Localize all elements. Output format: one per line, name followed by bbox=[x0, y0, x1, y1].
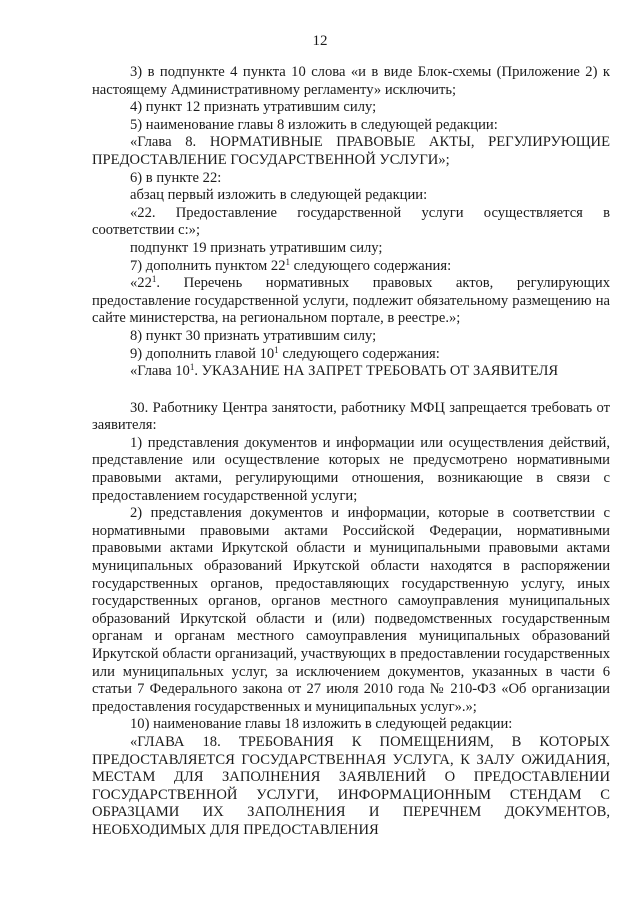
paragraph-item-7: 7) дополнить пунктом $22^1$ следующего содержания: bbox=[130, 256, 452, 274]
paragraph-item-6: 6) в пункте 22: bbox=[130, 169, 222, 186]
paragraph-item-9: 9) дополнить главой $10^1$ следующего содержания: bbox=[130, 344, 440, 362]
paragraph-item-5: 5) наименование главы 8 изложить в следующей редакции: bbox=[130, 116, 498, 133]
paragraph-item-8: 8) пункт 30 признать утратившим силу; bbox=[130, 327, 377, 344]
chapter-8-title: «Глава 8. НОРМАТИВНЫЕ ПРАВОВЫЕ АКТЫ, РЕГУЛИРУЮЩИЕ ПРЕДОСТАВЛЕНИЕ ГОСУДАРСТВЕННОЙ УСЛУГИ»; bbox=[92, 134, 610, 168]
paragraph-30-text: 30. Работнику Центра занятости, работнику МФЦ запрещается требовать от заявителя: bbox=[92, 399, 610, 434]
page-number: 12 bbox=[312, 33, 328, 49]
paragraph-30-item-2: 2) представления документов и информации, которые в соответствии с нормативными правовыми актами Российской Федерации, нормативными правовыми актами Иркутской области и муниципальными правовыми актами муниципальных образований Иркутской области находятся в распоряжении государственных органов, предоставляющих государственную услугу, иных государственных органов, органов местного самоуправления муниципальных образований Иркутской области и (или) подведомственных государственным органам и органам местного самоуправления муниципальных образований Иркутской области организаций, участвующих в предоставлении государственных или муниципальных услуг, за исключением документов, указанных в части 6 статьи 7 Федерального закона от 27 июля 2010 года № 210-ФЗ «Об организации предоставления государственных и муниципальных услуг».»; bbox=[92, 505, 610, 715]
document-body bbox=[92, 64, 610, 840]
chapter-10-1-title: «Глава $10^1$. УКАЗАНИЕ НА ЗАПРЕТ ТРЕБОВАТЬ ОТ ЗАЯВИТЕЛЯ bbox=[130, 362, 559, 380]
paragraph-30-item-1: 1) представления документов и информации или осуществления действий, представление или осуществление которых не предусмотрено нормативными правовыми актами, регулирующими отношения, возникающие в связи с предоставлением государственной услуги; bbox=[92, 434, 610, 504]
paragraph-item-4: 4) пункт 12 признать утратившим силу; bbox=[130, 99, 377, 116]
chapter-18-title: «ГЛАВА 18. ТРЕБОВАНИЯ К ПОМЕЩЕНИЯМ, В КОТОРЫХ ПРЕДОСТАВЛЯЕТСЯ ГОСУДАРСТВЕННАЯ УСЛУГА, К ЗАЛУ ОЖИДАНИЯ, МЕСТАМ ДЛЯ ЗАПОЛНЕНИЯ ЗАЯВЛЕНИЙ О ПРЕДОСТАВЛЕНИИ ГОСУДАРСТВЕННОЙ УСЛУГИ, ИНФОРМАЦИОННЫМ СТЕНДАМ С ОБРАЗЦАМИ ИХ ЗАПОЛНЕНИЯ И ПЕРЕЧНЕМ ДОКУМЕНТОВ, НЕОБХОДИМЫХ ДЛЯ ПРЕДОСТАВЛЕНИЯ bbox=[92, 733, 610, 838]
blank-line bbox=[92, 381, 610, 400]
paragraph-item-10: 10) наименование главы 18 изложить в следующей редакции: bbox=[130, 716, 513, 733]
paragraph-22-text: «22. Предоставление государственной услуги осуществляется в соответствии с:»; bbox=[92, 204, 610, 239]
paragraph-22-1-text: «$22^1$. Перечень нормативных правовых актов, регулирующих предоставление государственной услуги, подлежит обязательному размещению на сайте министерства, на региональном портале, в реестре.»; bbox=[92, 274, 610, 327]
paragraph-item-3: 3) в подпункте 4 пункта 10 слова «и в виде Блок-схемы (Приложение 2) к настоящему Административному регламенту» исключить; bbox=[92, 64, 610, 98]
paragraph-subitem-19: подпункт 19 признать утратившим силу; bbox=[130, 239, 383, 256]
paragraph-first-abzac: абзац первый изложить в следующей редакции: bbox=[130, 187, 428, 204]
